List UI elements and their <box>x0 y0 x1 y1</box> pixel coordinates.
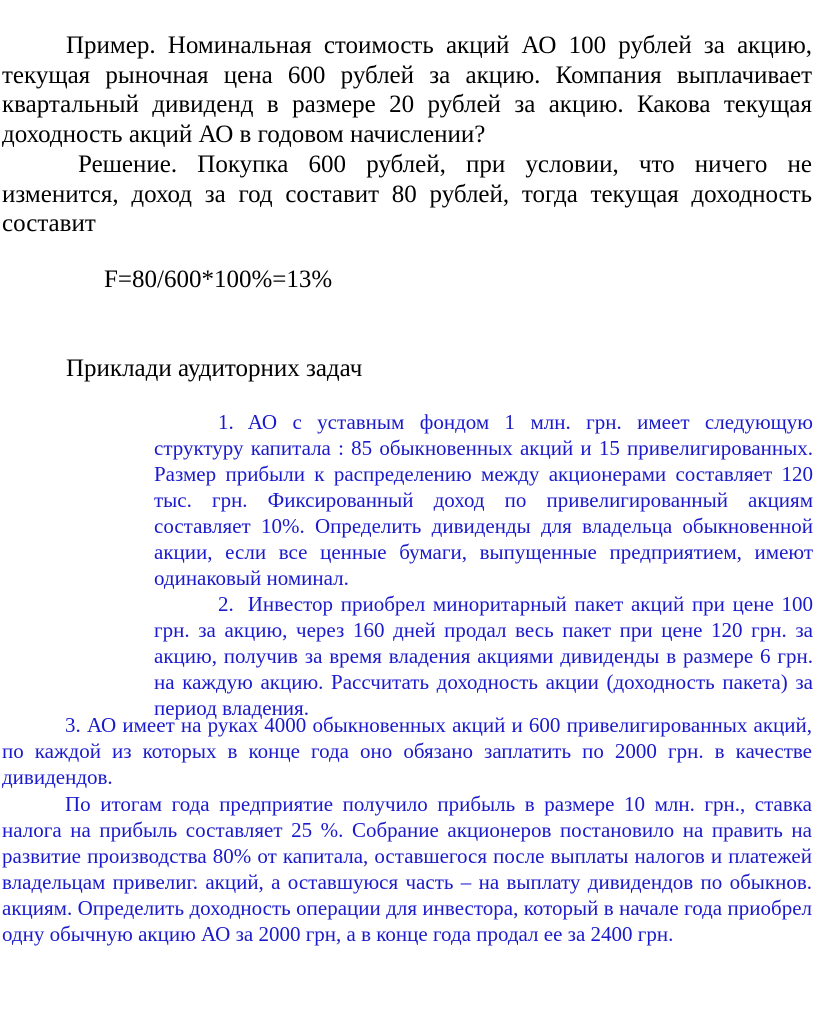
task-2-text: Инвестор приобрел миноритарный пакет акций при цене 100 грн. за акцию, через 160 дней продал весь пакет при цене 120 грн. за акцию, получив за время владения акциями дивиденды в размере 6 грн. на каждую акцию. Рассчитать доходность акции (доходность пакета) за период владения. <box>154 592 813 720</box>
task-2-number: 2. <box>218 592 234 616</box>
task-2 <box>154 591 813 721</box>
solution-paragraph: Решение. Покупка 600 рублей, при условии, что ничего не изменится, доход за год составит 80 рублей, тогда текущая доходность составит <box>2 151 812 237</box>
task-3-number: 3. <box>65 713 81 737</box>
task-1 <box>154 409 813 591</box>
section-heading: Приклади аудиторних задач <box>66 355 363 382</box>
solution-formula: F=80/600*100%=13% <box>104 266 333 293</box>
task-3 <box>2 712 812 790</box>
example-paragraph: Пример. Номинальная стоимость акций АО 100 рублей за акцию, текущая рыночная цена 600 рублей за акцию. Компания выплачивает квартальный дивиденд в размере 20 рублей за акцию. Какова текущая доходность акций АО в годовом начислении? <box>2 32 812 148</box>
task-3-text: АО имеет на руках 4000 обыкновенных акций и 600 привелигированных акций, по каждой из которых в конце года оно обязано заплатить по 2000 грн. в качестве дивидендов. <box>2 713 812 789</box>
task-1-text: АО с уставным фондом 1 млн. грн. имеет следующую структуру капитала : 85 обыкновенных акций и 15 привелигированных. Размер прибыли к распределению между акционерами составляет 120 тыс. грн. Фиксированный доход по привелигированный акциям составляет 10%. Определить дивиденды для владельца обыкновенной акции, если все ценные бумаги, выпущенные предприятием, имеют одинаковый номинал. <box>154 410 813 590</box>
task-3-continuation: По итогам года предприятие получило прибыль в размере 10 млн. грн., ставка налога на прибыль составляет 25 %. Собрание акционеров постановило на править на развитие производства 80% от капитала, оставшегося после выплаты налогов и платежей владельцам привелиг. акций, а оставшуюся часть – на выплату дивидендов по обыкнов. акциям. Определить доходность операции для инвестора, который в начале года приобрел одну обычную акцию АО за 2000 грн, а в конце года продал ее за 2400 грн. <box>2 792 812 946</box>
task-1-number: 1. <box>218 410 234 434</box>
